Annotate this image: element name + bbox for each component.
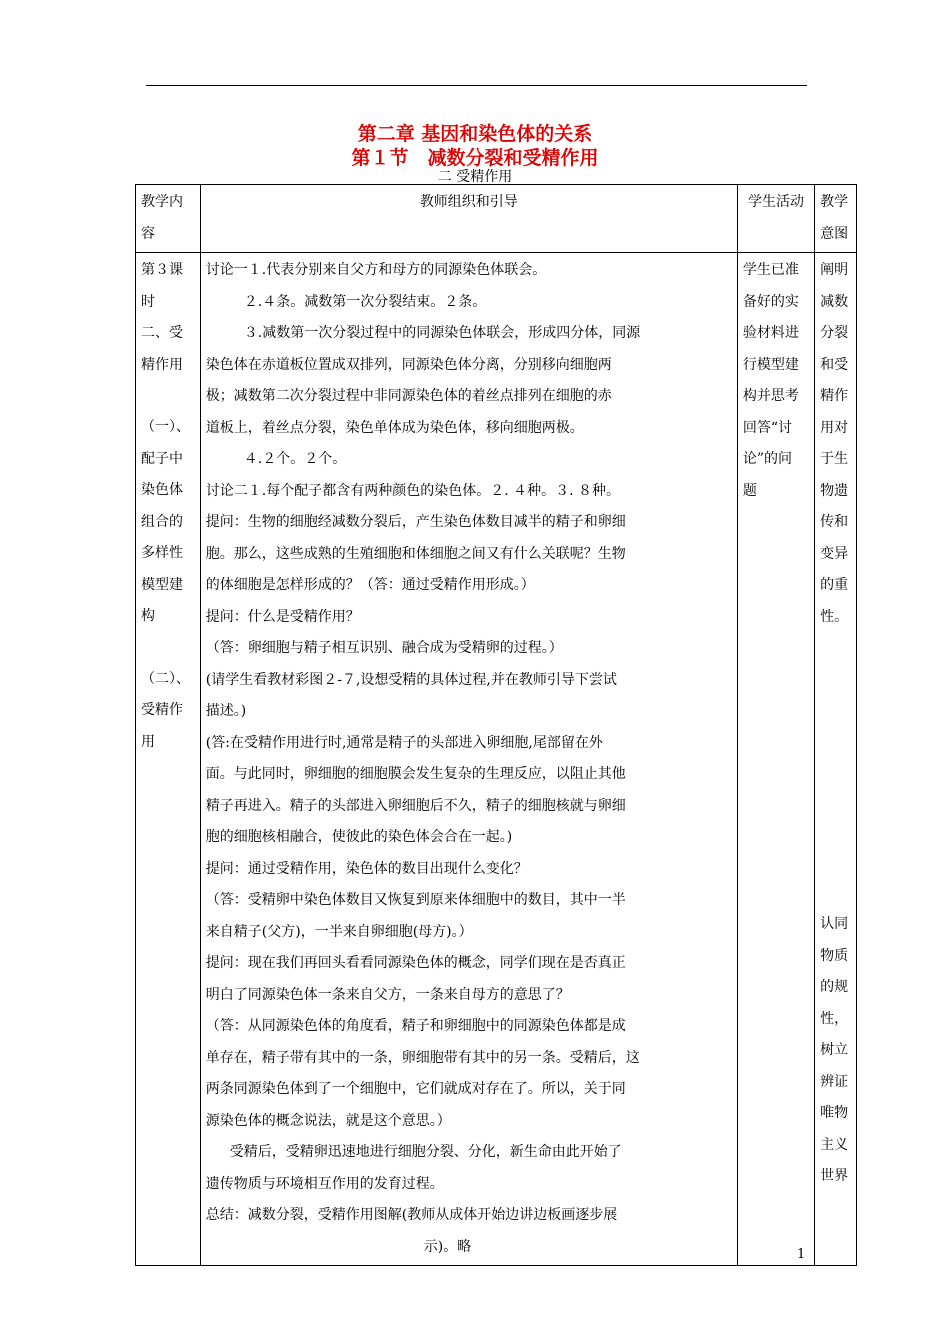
header-rule [146,85,807,86]
section-title: 第１节 减数分裂和受精作用 [351,147,599,169]
student-cell: 学生已准 备好的实 验材料进 行模型建 构并思考 回答“讨 论”的问 题 [737,253,814,1266]
text-line: （答：卵细胞与精子相互识别、融合成为受精卵的过程。） [205,640,563,656]
text-line: 描述。) [205,703,247,719]
text-line: （答：从同源染色体的角度看，精子和卵细胞中的同源染色体都是成 [205,1018,626,1034]
intent-cell: 阐明 减数 分裂 和受 精作 用对 于生 物遗 传和 变异 的重 性。 认同 物质 的规 性， 树立 辨证 唯物 主义 世界 [815,253,857,1266]
text-line: 讨论二１.每个配子都含有两种颜色的染色体。２. ４种。３. ８种。 [205,482,621,499]
text-line: 受精后，受精卵迅速地进行细胞分裂、分化，新生命由此开始了 [229,1144,622,1160]
text-line: 面。与此同时，卵细胞的细胞膜会发生复杂的生理反应，以阻止其他 [205,766,626,782]
table-header-row [136,185,857,253]
text-line: 示)。略 [423,1238,472,1255]
subsection-title: 二 受精作用 [437,169,513,185]
text-line: 来自精子(父方)，一半来自卵细胞(母方)。） [205,923,473,940]
text-line: 遗传物质与环境相互作用的发育过程。 [205,1175,444,1192]
text-line: 讨论一１.代表分别来自父方和母方的同源染色体联会。 [205,262,547,278]
header-teacher: 教师组织和引导 [200,185,737,253]
text-line: 胞的细胞核相融合，使彼此的染色体会合在一起。) [205,829,513,845]
text-line: (请学生看教材彩图２-７,设想受精的具体过程,并在教师引导下尝试 [205,671,617,688]
text-line: 提问：什么是受精作用？ [205,608,360,625]
text-line: (答:在受精作用进行时,通常是精子的头部进入卵细胞,尾部留在外 [205,734,603,751]
text-line: 总结：减数分裂，受精作用图解(教师从成体开始边讲边板画逐步展 [205,1207,618,1223]
header-intent: 教学 意图 [815,185,857,253]
header-content: 教学内 容 [136,185,201,253]
text-line: 源染色体的概念说法，就是这个意思。） [205,1112,451,1129]
text-line: 的体细胞是怎样形成的？（答：通过受精作用形成。） [205,577,535,593]
table-body-row [136,253,857,1266]
text-line: 两条同源染色体到了一个细胞中，它们就成对存在了。所以，关于同 [205,1081,626,1097]
page-number: 1 [797,1247,806,1262]
text-line: 极；减数第二次分裂过程中非同源染色体的着丝点排列在细胞的赤 [205,388,612,404]
chapter-title: 第二章 基因和染色体的关系 [357,123,593,145]
text-line: 明白了同源染色体一条来自父方，一条来自母方的意思了？ [205,986,570,1003]
content-cell: 第３课 时 二、受 精作用 （一）、 配子中 染色体 组合的 多样性 模型建 构 （二）、 受精作 用 [136,253,201,1266]
text-line: 精子再进入。精子的头部进入卵细胞后不久，精子的细胞核就与卵细 [205,797,626,814]
text-line: 提问：现在我们再回头看看同源染色体的概念，同学们现在是否真正 [205,955,626,971]
text-line: ２.４条。减数第一次分裂结束。２条。 [243,293,487,310]
text-line: 提问：通过受精作用，染色体的数目出现什么变化？ [205,860,528,877]
text-line: （答：受精卵中染色体数目又恢复到原来体细胞中的数目，其中一半 [205,892,626,908]
text-line: 染色体在赤道板位置成双排列，同源染色体分离，分别移向细胞两 [205,356,612,373]
text-line: ４.２个。２个。 [243,451,347,467]
header-student: 学生活动 [737,185,814,253]
lesson-plan-table [135,184,857,1266]
teacher-cell [200,253,737,1266]
text-line: ３.减数第一次分裂过程中的同源染色体联会，形成四分体，同源 [243,325,641,341]
text-line: 胞。那么，这些成熟的生殖细胞和体细胞之间又有什么关联呢？生物 [205,545,626,562]
text-line: 道板上，着丝点分裂，染色单体成为染色体，移向细胞两极。 [205,419,584,436]
text-line: 提问：生物的细胞经减数分裂后，产生染色体数目减半的精子和卵细 [205,514,626,530]
text-line: 单存在，精子带有其中的一条，卵细胞带有其中的另一条。受精后，这 [205,1049,640,1066]
